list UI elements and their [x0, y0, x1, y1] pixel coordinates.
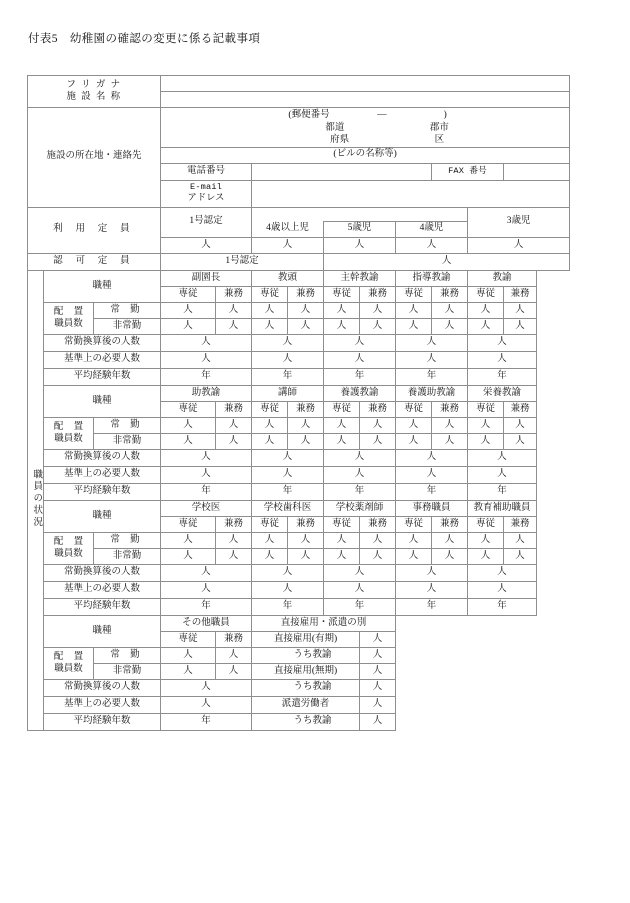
sub-senju-b1-3: 専従	[396, 287, 432, 303]
sub-senju-b1-0: 専従	[161, 287, 216, 303]
sub-senju-b2-1: 専従	[252, 402, 288, 418]
ft-b1-8[interactable]: 人	[468, 303, 504, 319]
pt-b3-9[interactable]: 人	[504, 549, 537, 565]
ft-b2-9[interactable]: 人	[504, 418, 537, 434]
ft-b1-0[interactable]: 人	[161, 303, 216, 319]
fulltime-label-b1: 常 勤	[94, 303, 161, 319]
position-b3-1: 学校歯科医	[252, 501, 324, 517]
position-b2-4: 栄養教諭	[468, 386, 537, 402]
prefecture-line: 都道 郡市	[325, 122, 449, 133]
req-b2-1[interactable]: 人	[252, 467, 324, 484]
pt-b2-6[interactable]: 人	[396, 434, 432, 450]
employment-type-header: 直接雇用・派遣の別	[252, 616, 396, 632]
ft-b1-3[interactable]: 人	[288, 303, 324, 319]
sub-kenmu-b2-2: 兼務	[360, 402, 396, 418]
pt-b3-5[interactable]: 人	[360, 549, 396, 565]
usage-age3-value[interactable]: 人	[468, 238, 570, 254]
avgexp-label-b3: 平均経験年数	[44, 599, 161, 616]
pt-b4-0[interactable]: 人	[161, 664, 216, 680]
ft-b2-3[interactable]: 人	[288, 418, 324, 434]
sub-kenmu-b1-4: 兼務	[504, 287, 537, 303]
req-b3-2[interactable]: 人	[324, 582, 396, 599]
ft-b1-7[interactable]: 人	[432, 303, 468, 319]
avg-b3-0[interactable]: 年	[161, 599, 252, 616]
pt-b2-7[interactable]: 人	[432, 434, 468, 450]
fte-b3-2[interactable]: 人	[324, 565, 396, 582]
furigana-row	[28, 76, 594, 92]
parttime-label-b1: 非常勤	[94, 319, 161, 335]
staff-block3-fte-row	[28, 565, 594, 582]
emp-label-0: 直接雇用(有期)	[252, 632, 360, 648]
staff-block3-avgexp-row	[28, 599, 594, 616]
required-label-b4: 基準上の必要人数	[44, 697, 161, 714]
fte-b3-4[interactable]: 人	[468, 565, 537, 582]
emp-label-5: うち教諭	[252, 714, 360, 731]
req-b3-0[interactable]: 人	[161, 582, 252, 599]
req-b1-1[interactable]: 人	[252, 352, 324, 369]
sub-senju-b1-2: 専従	[324, 287, 360, 303]
fte-b1-3[interactable]: 人	[396, 335, 468, 352]
pt-b1-1[interactable]: 人	[216, 319, 252, 335]
sub-senju-b2-2: 専従	[324, 402, 360, 418]
req-b1-0[interactable]: 人	[161, 352, 252, 369]
ft-b4-1[interactable]: 人	[216, 648, 252, 664]
sub-senju-b3-2: 専従	[324, 517, 360, 533]
ft-b2-0[interactable]: 人	[161, 418, 216, 434]
ft-b1-9[interactable]: 人	[504, 303, 537, 319]
avg-b1-0[interactable]: 年	[161, 369, 252, 386]
req-b1-4[interactable]: 人	[468, 352, 537, 369]
required-label-b3: 基準上の必要人数	[44, 582, 161, 599]
sub-kenmu-b4: 兼務	[216, 632, 252, 648]
assigned-staff-label-line1-b2: 配 置	[53, 421, 88, 432]
pt-b3-4[interactable]: 人	[324, 549, 360, 565]
position-b1-1: 教頭	[252, 271, 324, 287]
fte-b3-3[interactable]: 人	[396, 565, 468, 582]
fte-b1-4[interactable]: 人	[468, 335, 537, 352]
furigana-label: フ リ ガ ナ	[66, 79, 122, 90]
position-b1-2: 主幹教諭	[324, 271, 396, 287]
avgexp-label-b4: 平均経験年数	[44, 714, 161, 731]
position-b1-3: 指導教諭	[396, 271, 468, 287]
age4plus-label-text: 4歳以上児	[252, 221, 324, 238]
staff-block4-position-row	[28, 616, 594, 632]
sub-senju-b4: 専従	[161, 632, 216, 648]
email-label-line2: アドレス	[187, 193, 225, 204]
sub-senju-b2-4: 専従	[468, 402, 504, 418]
ft-b3-8[interactable]: 人	[468, 533, 504, 549]
ft-b1-1[interactable]: 人	[216, 303, 252, 319]
sub-kenmu-b2-4: 兼務	[504, 402, 537, 418]
facility-info-table	[27, 75, 593, 731]
email-label-line1: E-mail	[190, 182, 222, 193]
fte-b2-1[interactable]: 人	[252, 450, 324, 467]
fte-b2-0[interactable]: 人	[161, 450, 252, 467]
ft-b1-5[interactable]: 人	[360, 303, 396, 319]
pt-b2-8[interactable]: 人	[468, 434, 504, 450]
position-b3-2: 学校薬剤師	[324, 501, 396, 517]
usage-type1-value[interactable]: 人	[161, 238, 252, 254]
age5-label: 5歳児	[324, 221, 396, 238]
pt-b1-3[interactable]: 人	[288, 319, 324, 335]
fte-b3-0[interactable]: 人	[161, 565, 252, 582]
sub-kenmu-b1-1: 兼務	[288, 287, 324, 303]
fte-label-b4: 常勤換算後の人数	[44, 680, 161, 697]
position-b2-2: 養護教諭	[324, 386, 396, 402]
ft-b1-6[interactable]: 人	[396, 303, 432, 319]
emp-value-0[interactable]: 人	[360, 632, 396, 648]
assigned-staff-label-b1	[44, 303, 94, 335]
assigned-staff-label-b4	[44, 648, 94, 680]
pt-b2-9[interactable]: 人	[504, 434, 537, 450]
sub-kenmu-b3-2: 兼務	[360, 517, 396, 533]
ft-b2-4[interactable]: 人	[324, 418, 360, 434]
fte-b3-1[interactable]: 人	[252, 565, 324, 582]
pt-b2-1[interactable]: 人	[216, 434, 252, 450]
avg-b1-4[interactable]: 年	[468, 369, 537, 386]
emp-label-1: うち教諭	[252, 648, 360, 664]
required-label-b1: 基準上の必要人数	[44, 352, 161, 369]
staff-block2-fte-row	[28, 450, 594, 467]
position-b2-0: 助教諭	[161, 386, 252, 402]
pt-b1-5[interactable]: 人	[360, 319, 396, 335]
fax-input[interactable]	[504, 163, 570, 180]
ft-b4-0[interactable]: 人	[161, 648, 216, 664]
sub-senju-b2-0: 専従	[161, 402, 216, 418]
tel-label: 電話番号	[161, 163, 252, 180]
emp-label-3: うち教諭	[252, 680, 360, 697]
position-b4-other: その他職員	[161, 616, 252, 632]
tel-input[interactable]	[252, 163, 432, 180]
req-b1-2[interactable]: 人	[324, 352, 396, 369]
sub-kenmu-b3-1: 兼務	[288, 517, 324, 533]
fulltime-label-b4: 常 勤	[94, 648, 161, 664]
assigned-staff-label-line1-b1: 配 置	[53, 306, 88, 317]
ft-b3-7[interactable]: 人	[432, 533, 468, 549]
ft-b2-1[interactable]: 人	[216, 418, 252, 434]
staff-block2-position-row	[28, 386, 594, 402]
address-input-area[interactable]	[161, 108, 570, 148]
building-name-field[interactable]: (ビルの名称等)	[161, 147, 570, 163]
assigned-staff-label-b2	[44, 418, 94, 450]
staff-block1-avgexp-row	[28, 369, 594, 386]
pt-b1-8[interactable]: 人	[468, 319, 504, 335]
staff-block1-position-row	[28, 271, 594, 287]
req-b3-3[interactable]: 人	[396, 582, 468, 599]
fte-b2-4[interactable]: 人	[468, 450, 537, 467]
emp-value-1[interactable]: 人	[360, 648, 396, 664]
ft-b3-6[interactable]: 人	[396, 533, 432, 549]
ft-b3-3[interactable]: 人	[288, 533, 324, 549]
sub-kenmu-b3-4: 兼務	[504, 517, 537, 533]
pt-b3-6[interactable]: 人	[396, 549, 432, 565]
avgexp-label-b1: 平均経験年数	[44, 369, 161, 386]
pt-b1-7[interactable]: 人	[432, 319, 468, 335]
pt-b3-1[interactable]: 人	[216, 549, 252, 565]
job-type-label-b2: 職種	[44, 386, 161, 418]
age3-label: 3歳児	[468, 207, 570, 238]
staff-block1-fte-row	[28, 335, 594, 352]
usage-age5-value[interactable]: 人	[324, 238, 396, 254]
emp-label-4: 派遣労働者	[252, 697, 360, 714]
staff-section-label-text: 職員の状況	[31, 468, 42, 528]
pt-b3-7[interactable]: 人	[432, 549, 468, 565]
ft-b1-4[interactable]: 人	[324, 303, 360, 319]
fulltime-label-b2: 常 勤	[94, 418, 161, 434]
sub-senju-b1-4: 専従	[468, 287, 504, 303]
fte-b2-2[interactable]: 人	[324, 450, 396, 467]
assigned-staff-label-line2-b1: 職員数	[54, 318, 83, 329]
position-b1-4: 教諭	[468, 271, 537, 287]
req-b1-3[interactable]: 人	[396, 352, 468, 369]
staff-block1-fulltime-row	[28, 303, 594, 319]
approved-capacity-row	[28, 254, 594, 271]
job-type-label-b3: 職種	[44, 501, 161, 533]
staff-block3-required-row	[28, 582, 594, 599]
emp-value-5[interactable]: 人	[360, 714, 396, 731]
avg-b2-3[interactable]: 年	[396, 484, 468, 501]
avg-b3-2[interactable]: 年	[324, 599, 396, 616]
fte-label-b1: 常勤換算後の人数	[44, 335, 161, 352]
parttime-label-b4: 非常勤	[94, 664, 161, 680]
ft-b2-8[interactable]: 人	[468, 418, 504, 434]
pt-b3-8[interactable]: 人	[468, 549, 504, 565]
usage-type1-label: 1号認定	[161, 207, 252, 238]
facility-name-input[interactable]	[161, 92, 570, 108]
pt-b3-2[interactable]: 人	[252, 549, 288, 565]
assigned-staff-label-line1-b3: 配 置	[53, 536, 88, 547]
position-b1-0: 副園長	[161, 271, 252, 287]
assigned-staff-label-line2-b3: 職員数	[54, 548, 83, 559]
sub-senju-b3-3: 専従	[396, 517, 432, 533]
avg-b1-1[interactable]: 年	[252, 369, 324, 386]
fte-label-b2: 常勤換算後の人数	[44, 450, 161, 467]
fte-label-b3: 常勤換算後の人数	[44, 565, 161, 582]
approved-capacity-label: 認 可 定 員	[28, 254, 161, 271]
pt-b3-0[interactable]: 人	[161, 549, 216, 565]
sub-senju-b3-4: 専従	[468, 517, 504, 533]
avgexp-label-b2: 平均経験年数	[44, 484, 161, 501]
page-title: 付表5 幼稚園の確認の変更に係る記載事項	[28, 33, 261, 45]
req-b4[interactable]: 人	[161, 697, 252, 714]
pt-b2-4[interactable]: 人	[324, 434, 360, 450]
position-b2-3: 養護助教諭	[396, 386, 468, 402]
address-label: 施設の所在地・連絡先	[28, 108, 161, 208]
avg-b2-2[interactable]: 年	[324, 484, 396, 501]
position-b3-0: 学校医	[161, 501, 252, 517]
ft-b2-6[interactable]: 人	[396, 418, 432, 434]
avg-b2-1[interactable]: 年	[252, 484, 324, 501]
pt-b4-1[interactable]: 人	[216, 664, 252, 680]
sub-kenmu-b3-3: 兼務	[432, 517, 468, 533]
sub-senju-b1-1: 専従	[252, 287, 288, 303]
staff-block2-fulltime-row	[28, 418, 594, 434]
req-b2-2[interactable]: 人	[324, 467, 396, 484]
sub-kenmu-b2-1: 兼務	[288, 402, 324, 418]
req-b3-1[interactable]: 人	[252, 582, 324, 599]
assigned-staff-label-line2-b2: 職員数	[54, 433, 83, 444]
empty-area	[396, 616, 594, 731]
staff-block2-avgexp-row	[28, 484, 594, 501]
pt-b1-4[interactable]: 人	[324, 319, 360, 335]
ft-b2-5[interactable]: 人	[360, 418, 396, 434]
pt-b2-2[interactable]: 人	[252, 434, 288, 450]
position-b2-1: 講師	[252, 386, 324, 402]
fte-b1-1[interactable]: 人	[252, 335, 324, 352]
age4plus-label	[252, 207, 468, 221]
facility-name-label-text: 施 設 名 称	[66, 91, 122, 102]
avg-b2-0[interactable]: 年	[161, 484, 252, 501]
ft-b3-4[interactable]: 人	[324, 533, 360, 549]
emp-value-4[interactable]: 人	[360, 697, 396, 714]
sub-kenmu-b1-3: 兼務	[432, 287, 468, 303]
req-b2-3[interactable]: 人	[396, 467, 468, 484]
parttime-label-b3: 非常勤	[94, 549, 161, 565]
avg-b3-4[interactable]: 年	[468, 599, 537, 616]
email-label	[161, 180, 252, 207]
approved-capacity-value[interactable]: 人	[324, 254, 570, 271]
avg-b1-2[interactable]: 年	[324, 369, 396, 386]
required-label-b2: 基準上の必要人数	[44, 467, 161, 484]
form-container	[27, 75, 593, 731]
approved-type1-label: 1号認定	[161, 254, 324, 271]
usage-age4-value[interactable]: 人	[396, 238, 468, 254]
avg-b3-3[interactable]: 年	[396, 599, 468, 616]
parttime-label-b2: 非常勤	[94, 434, 161, 450]
staff-block1-parttime-row	[28, 319, 594, 335]
usage-capacity-header-row	[28, 207, 594, 221]
email-input[interactable]	[252, 180, 570, 207]
fte-b4[interactable]: 人	[161, 680, 252, 697]
pt-b1-2[interactable]: 人	[252, 319, 288, 335]
sub-kenmu-b2-0: 兼務	[216, 402, 252, 418]
fulltime-label-b3: 常 勤	[94, 533, 161, 549]
sub-kenmu-b2-3: 兼務	[432, 402, 468, 418]
furigana-input[interactable]	[161, 76, 570, 92]
ft-b1-2[interactable]: 人	[252, 303, 288, 319]
job-type-label-b1: 職種	[44, 271, 161, 303]
assigned-staff-label-b3	[44, 533, 94, 565]
postal-code-line: (郵便番号 ― )	[288, 110, 447, 120]
pt-b1-9[interactable]: 人	[504, 319, 537, 335]
position-b3-3: 事務職員	[396, 501, 468, 517]
pt-b2-3[interactable]: 人	[288, 434, 324, 450]
job-type-label-b4: 職種	[44, 616, 161, 648]
staff-block2-parttime-row	[28, 434, 594, 450]
sub-kenmu-b1-2: 兼務	[360, 287, 396, 303]
sub-senju-b3-0: 専従	[161, 517, 216, 533]
staff-block3-fulltime-row	[28, 533, 594, 549]
position-b3-4: 教育補助職員	[468, 501, 537, 517]
staff-section-label	[28, 271, 44, 731]
avg-b2-4[interactable]: 年	[468, 484, 537, 501]
usage-capacity-label: 利 用 定 員	[28, 207, 161, 254]
emp-label-2: 直接雇用(無期)	[252, 664, 360, 680]
avg-b4[interactable]: 年	[161, 714, 252, 731]
avg-b3-1[interactable]: 年	[252, 599, 324, 616]
req-b2-0[interactable]: 人	[161, 467, 252, 484]
address-row	[28, 108, 594, 148]
ft-b3-2[interactable]: 人	[252, 533, 288, 549]
emp-value-3[interactable]: 人	[360, 680, 396, 697]
fte-b1-2[interactable]: 人	[324, 335, 396, 352]
pt-b2-0[interactable]: 人	[161, 434, 216, 450]
pt-b1-0[interactable]: 人	[161, 319, 216, 335]
pt-b1-6[interactable]: 人	[396, 319, 432, 335]
pt-b2-5[interactable]: 人	[360, 434, 396, 450]
assigned-staff-label-line2-b4: 職員数	[54, 663, 83, 674]
sub-senju-b3-1: 専従	[252, 517, 288, 533]
usage-age4plus-value[interactable]: 人	[252, 238, 324, 254]
staff-block1-required-row	[28, 352, 594, 369]
staff-block3-position-row	[28, 501, 594, 517]
assigned-staff-label-line1-b4: 配 置	[53, 651, 88, 662]
sub-kenmu-b3-0: 兼務	[216, 517, 252, 533]
sub-kenmu-b1-0: 兼務	[216, 287, 252, 303]
ft-b3-9[interactable]: 人	[504, 533, 537, 549]
facility-name-label	[28, 76, 161, 108]
emp-value-2[interactable]: 人	[360, 664, 396, 680]
prefecture-line-2: 府県 区	[330, 134, 445, 145]
pt-b3-3[interactable]: 人	[288, 549, 324, 565]
fax-label: FAX 番号	[432, 163, 504, 180]
req-b2-4[interactable]: 人	[468, 467, 537, 484]
req-b3-4[interactable]: 人	[468, 582, 537, 599]
ft-b3-0[interactable]: 人	[161, 533, 216, 549]
avg-b1-3[interactable]: 年	[396, 369, 468, 386]
ft-b2-2[interactable]: 人	[252, 418, 288, 434]
sub-senju-b2-3: 専従	[396, 402, 432, 418]
staff-block3-parttime-row	[28, 549, 594, 565]
ft-b2-7[interactable]: 人	[432, 418, 468, 434]
age4-label: 4歳児	[396, 221, 468, 238]
fte-b2-3[interactable]: 人	[396, 450, 468, 467]
fte-b1-0[interactable]: 人	[161, 335, 252, 352]
ft-b3-1[interactable]: 人	[216, 533, 252, 549]
staff-block2-required-row	[28, 467, 594, 484]
ft-b3-5[interactable]: 人	[360, 533, 396, 549]
